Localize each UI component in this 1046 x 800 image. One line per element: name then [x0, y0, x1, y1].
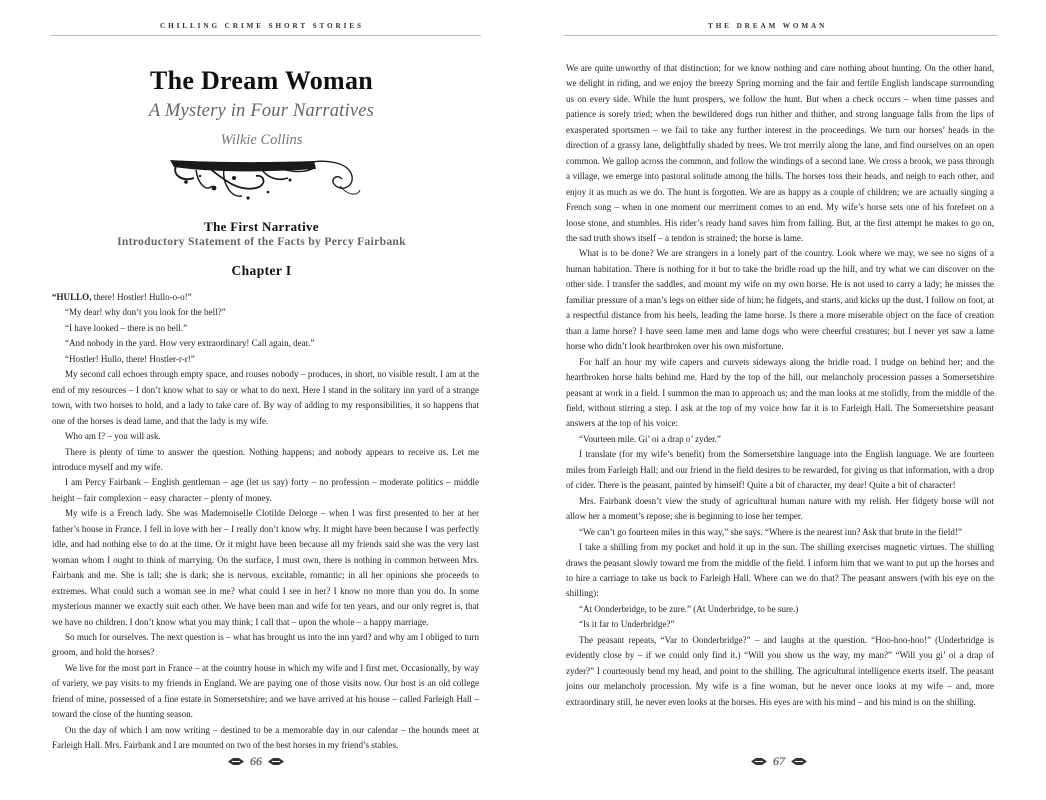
- left-page-body: [52, 290, 479, 754]
- paragraph: “Is it far to Underbridge?”: [579, 619, 675, 630]
- page-number: 66: [250, 754, 262, 768]
- paragraph: “Hostler! Hullo, there! Hostler-r-r!”: [65, 353, 195, 364]
- story-title: The Dream Woman: [149, 66, 374, 95]
- page-number: 67: [773, 754, 785, 768]
- decorative-flourish-icon: [164, 152, 364, 208]
- story-subtitle: A Mystery in Four Narratives: [148, 101, 375, 121]
- folio-ornament-icon: [750, 757, 768, 766]
- opening-paragraph: [52, 290, 479, 305]
- paragraph: I translate (for my wife’s benefit) from the Somersetshire language into the English language. We are fourteen miles from Farleigh Hall; and our friend in the field desires to be rewarded, for giving us that information, with a drop of cider. There is the peasant, painted by himself! Quite a bit of character, my dear! Quite a bit of character!: [566, 449, 994, 491]
- folio-ornament-icon: [227, 757, 245, 766]
- paragraph: For half an hour my wife capers and curvets sideways along the bridle road. I trudge on behind her; and the heartbroken horse halts behind me. Hard by the top of the hill, our melancholy procession passes a Somersetshire peasant at work in a field. I summon the man to approach us; and the man looks at me stolidly, from the middle of the field, without stirring a step. I ask at the top of my voice how far it is to Farleigh Hall. The Somersetshire peasant answers at the top of his voice:: [566, 356, 994, 429]
- chapter-heading: Chapter I: [231, 263, 292, 278]
- paragraph: My second call echoes through empty space, and rouses nobody – produces, in short, no visible result. I am at the end of my resources – I don’t know what to say or what to do next. Here I stand in the solitary inn yard of a strange town, with two horses to hold, and a lady to take care of. By way of adding to my responsibilities, it so happens that one of the horses is dead lame, and that the lady is my wife.: [52, 369, 479, 426]
- header-rule-left: [51, 35, 481, 36]
- paragraph: I am Percy Fairbank – English gentleman – age (let us say) forty – no profession – moderate politics – middle height – fair complexion – easy character – plenty of money.: [52, 477, 479, 503]
- paragraph: Who am I? – you will ask.: [65, 431, 161, 442]
- paragraph: What is to be done? We are strangers in a lonely part of the country. Look where we may, we see no signs of a human habitation. There is nothing for it but to take the bridle road up the hill, and try what we can discover on the other side. I transfer the saddles, and mount my wife on my own horse. He is not used to carry a lady; he misses the familiar pressure of a man’s legs on either side of him; he fidgets, and starts, and kicks up the dust. I follow on foot, at a respectful distance from his heels, leading the lame horse. Is there a more miserable object on the face of creation than a lame horse? I have seen lame men and lame dogs who were cheerful creatures; but I never yet saw a lame horse who didn’t look heartbroken over his own misfortune.: [566, 248, 994, 352]
- narrative-subtitle: Introductory Statement of the Facts by Percy Fairbank: [117, 235, 406, 248]
- narrative-title: The First Narrative: [204, 219, 319, 234]
- opening-word: “HULLO,: [52, 292, 92, 302]
- paragraph: On the day of which I am now writing – destined to be a memorable day in our calendar – the hounds meet at Farleigh Hall. Mrs. Fairbank and I are mounted on two of the best horses in my friend’s stables.: [52, 724, 479, 751]
- paragraph: I take a shilling from my pocket and hold it up in the sun. The shilling exercises magnetic virtues. The shilling draws the peasant slowly toward me from the middle of the field. I inform him that we want to put up the horses and to hire a carriage to take us back to Farleigh Hall. Where can we do that? The peasant answers (with his eye on the shilling):: [566, 542, 994, 599]
- paragraph: “My dear! why don’t you look for the bell?”: [65, 307, 226, 318]
- header-rule-right: [564, 35, 998, 36]
- paragraph: The peasant repeats, “Var to Oonderbridge?” – and laughs at the question. “Hoo-hoo-hoo!” (Underbridge is evidently close by – if we could only find it.) “Will you show us the way, my man?” “Will you gi’ oi a drap of zyder?” I courteously bend my head, and point to the shilling. The agricultural intelligence exerts itself. The peasant joins our melancholy procession. My wife is a fine woman, but he never once looks at my wife – and, more extraordinary still, he never even looks at the horses. His eyes are with his mind – and his mind is on the shilling.: [566, 634, 994, 707]
- page-number-left: [227, 754, 285, 769]
- paragraph: We live for the most part in France – at the country house in which my wife and I first met. Occasionally, by way of variety, we pay visits to my friends in England. We are paying one of those visits now. Our host is an old college friend of mine, possessed of a fine estate in Somersetshire; and we have arrived at his house – called Farleigh Hall – toward the close of the hunting season.: [52, 662, 479, 720]
- paragraph: My wife is a French lady. She was Mademoiselle Clotilde Delorge – when I was first presented to her at her father’s house in France. I fell in love with her – I really don’t know why. It might have been because I was perfectly idle, and had nothing else to do at the time. Or it might have been because all my friends said she was the very last woman whom I ought to think of marrying. On the surface, I must own, there is nothing in common between Mrs. Fairbank and me. She is tall; she is dark; she is nervous, excitable, romantic; in all her opinions she proceeds to extremes. What could such a woman see in me? what could I see in her? I know no more than you do. In some mysterious manner we exactly suit each other. We have been man and wife for ten years, and our only regret is, that we have no children. I don’t know what you may think; I call that – upon the whole – a happy marriage.: [52, 508, 479, 627]
- right-page-body: [566, 61, 994, 710]
- author-name: Wilkie Collins: [220, 132, 303, 148]
- folio-ornament-icon: [267, 757, 285, 766]
- paragraph: “I have looked – there is no bell.”: [65, 322, 188, 333]
- paragraph: “We can’t go fourteen miles in this way,” she says. “Where is the nearest inn? Ask that brute in the field!”: [579, 526, 962, 537]
- paragraph: We are quite unworthy of that distinction; for we know nothing and care nothing about hunting. On the other hand, we delight in riding, and we enjoy the breezy Spring morning and the fair and fertile English landscape surrounding us on every side. While the hunt prospers, we follow the hunt. But when a check occurs – when time passes and patience is sorely tried; when the bewildered dogs run hither and thither, and strong language falls from the lips of exasperated sportsmen – we fail to take any further interest in the proceedings. We turn our horses’ heads in the direction of a grassy lane, delightfully shaded by trees. We trot merrily along the lane, and find ourselves on an open common. We gallop across the common, and follow the windings of a second lane. We cross a brook, we pass through a village, we emerge into pastoral solitude among the hills. The horses toss their heads, and neigh to each other, and enjoy it as much as we do. The hunt is forgotten. We are as happy as a couple of children; we are actually singing a French song – when in one moment our merriment comes to an end. My wife’s horse sets one of his forefeet on a loose stone, and stumbles. His rider’s ready hand saves him from falling. But, at the first attempt he makes to go on, the sad truth shows itself – a tendon is strained; the horse is lame.: [566, 63, 994, 243]
- page-number-right: [750, 754, 808, 769]
- paragraph: Mrs. Fairbank doesn’t view the study of agricultural human nature with my relish. Her fidgety horse will not allow her a moment’s repose; she is beginning to lose her temper.: [566, 495, 994, 522]
- running-head-left: CHILLING CRIME SHORT STORIES: [160, 22, 364, 30]
- paragraph: There is plenty of time to answer the question. Nothing happens; and nobody appears to receive us. Let me introduce myself and my wife.: [52, 446, 479, 472]
- paragraph: So much for ourselves. The next question is – what has brought us into the inn yard? and why am I obliged to turn groom, and hold the horses?: [52, 631, 479, 658]
- running-head-right: THE DREAM WOMAN: [708, 22, 828, 30]
- folio-ornament-icon: [790, 757, 808, 766]
- opening-rest: there! Hostler! Hullo-o-o!”: [91, 292, 192, 302]
- paragraph: “At Oonderbridge, to be zure.” (At Underbridge, to be sure.): [579, 603, 799, 614]
- paragraph: “Vourteen mile. Gi’ oi a drap o’ zyder.”: [579, 433, 721, 444]
- paragraph: “And nobody in the yard. How very extraordinary! Call again, dear.”: [65, 338, 315, 349]
